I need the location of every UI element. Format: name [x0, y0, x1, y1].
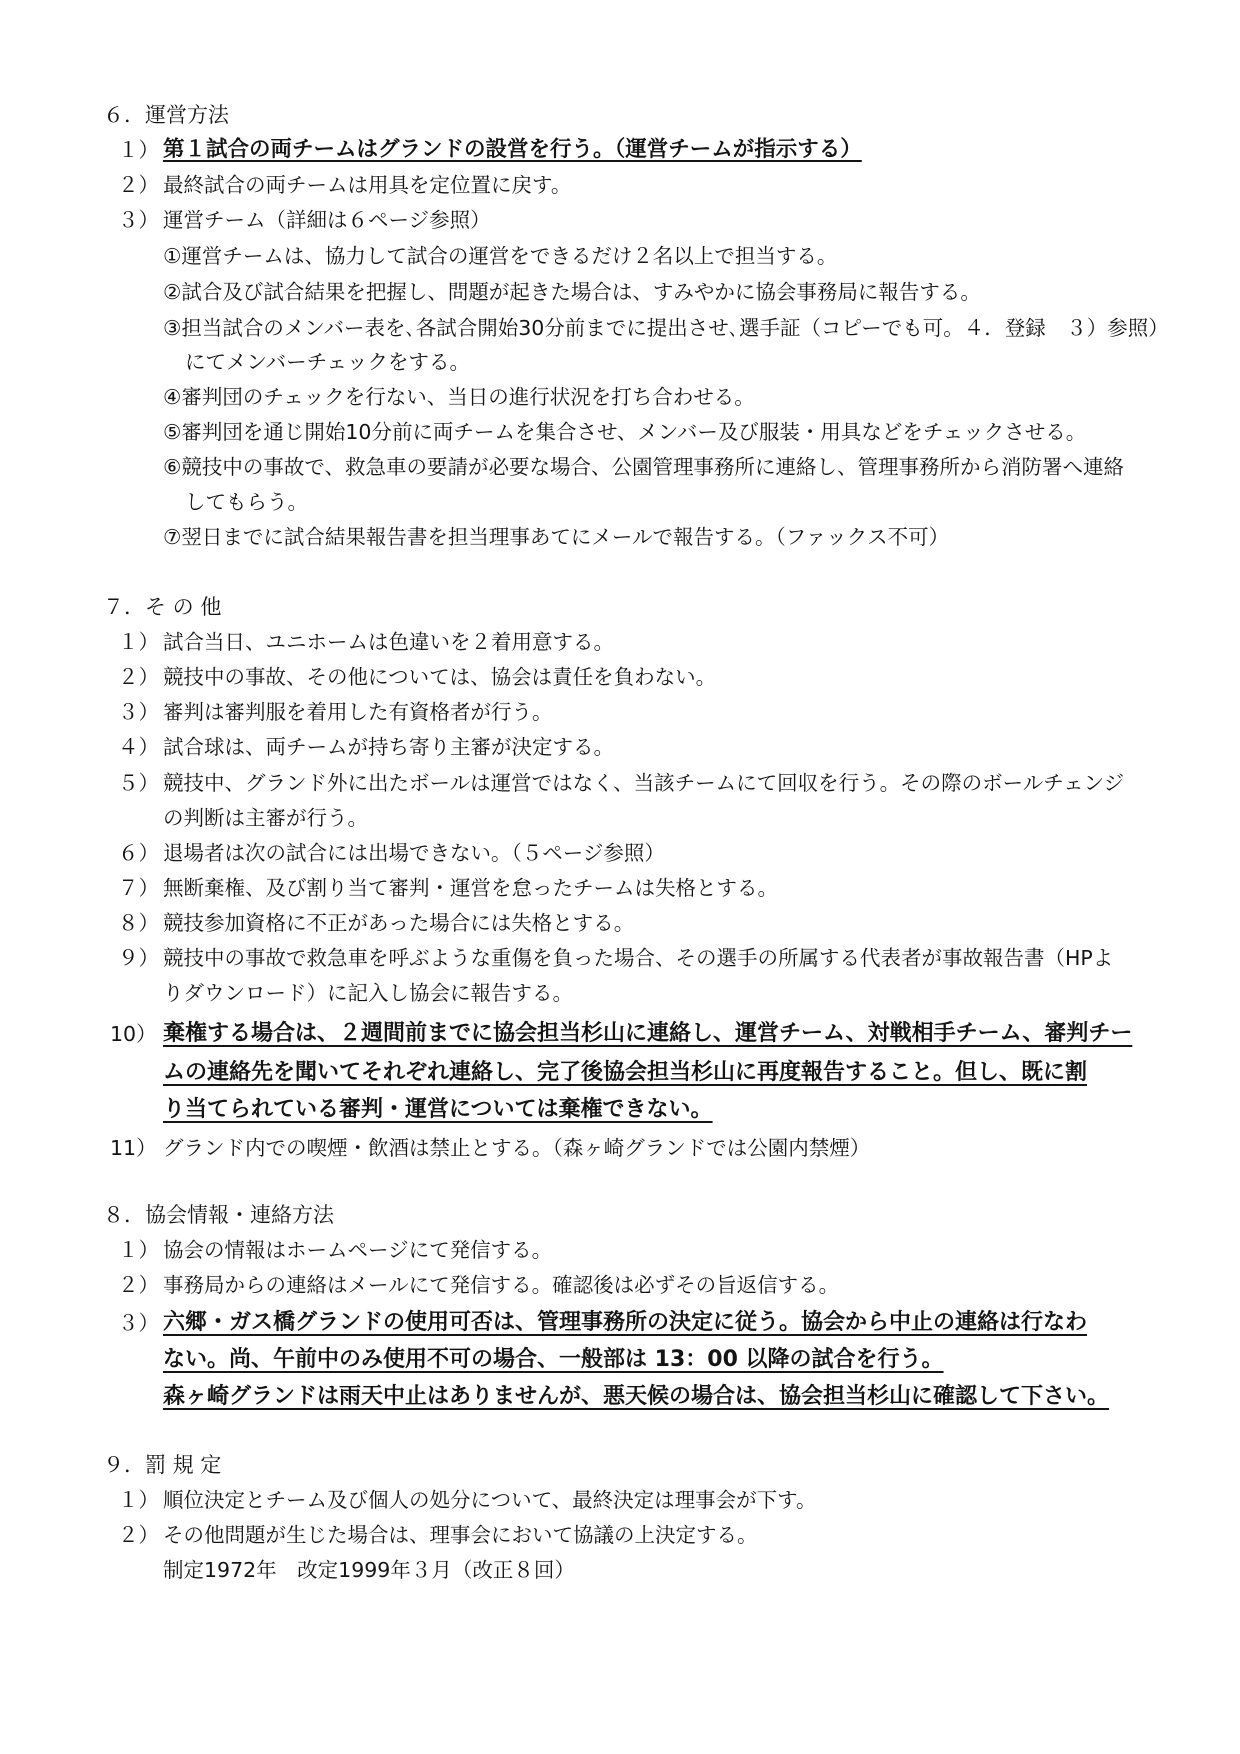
- item-text: 試合球は、両チームが持ち寄り主審が決定する。: [163, 735, 614, 759]
- item-text-continuation: りダウンロード）に記入し協会に報告する。: [163, 981, 573, 1005]
- item-number: １）: [118, 1238, 159, 1262]
- item-number: 10）: [110, 1022, 157, 1046]
- item-number: 11）: [110, 1136, 157, 1160]
- item-text: グランド内での喫煙・飲酒は禁止とする。（森ヶ崎グランドでは公園内禁煙）: [163, 1136, 871, 1160]
- item-text: その他問題が生じた場合は、理事会において協議の上決定する。: [163, 1523, 758, 1547]
- item-number: ６）: [118, 841, 159, 865]
- item-number: ２）: [118, 665, 159, 689]
- item-text: 無断棄権、及び割り当て審判・運営を怠ったチームは失格とする。: [163, 876, 778, 900]
- item-text: 審判は審判服を着用した有資格者が行う。: [163, 700, 553, 724]
- subitem-text-continuation: にてメンバーチェックをする。: [185, 350, 470, 374]
- subitem-text: ③担当試合のメンバー表を､各試合開始30分前までに提出させ､選手証（コピーでも可。４．登録 ３）参照）: [163, 316, 1169, 340]
- item-text-emphasized: ない。尚、午前中のみ使用不可の場合、一般部は 13：00 以降の試合を行う。: [163, 1347, 944, 1372]
- item-text: 競技中の事故、その他については、協会は責任を負わない。: [163, 665, 717, 689]
- item-text: 事務局からの連絡はメールにて発信する。確認後は必ずその旨返信する。: [163, 1273, 840, 1297]
- section-heading: ８．協会情報・連絡方法: [103, 1203, 334, 1227]
- section-heading: ６．運営方法: [103, 103, 229, 127]
- item-text: 競技中、グランド外に出たボールは運営ではなく、当該チームにて回収を行う。その際のボールチェンジ: [163, 771, 1125, 795]
- subitem-text: ⑥競技中の事故で、救急車の要請が必要な場合、公園管理事務所に連絡し、管理事務所から消防署へ連絡: [163, 455, 1124, 479]
- item-number: ３）: [118, 1311, 159, 1335]
- item-number: ５）: [118, 771, 159, 795]
- subitem-text: ⑦翌日までに試合結果報告書を担当理事あてにメールで報告する。（ファックス不可）: [163, 525, 950, 549]
- item-number: ３）: [118, 700, 159, 724]
- item-number: ２）: [118, 173, 159, 197]
- item-text-continuation: の判断は主審が行う。: [163, 806, 368, 830]
- item-number: ９）: [118, 946, 159, 970]
- subitem-text-continuation: してもらう。: [185, 490, 308, 514]
- item-text: 順位決定とチーム及び個人の処分について、最終決定は理事会が下す。: [163, 1488, 817, 1512]
- item-text: 最終試合の両チームは用具を定位置に戻す。: [163, 173, 572, 197]
- item-number: １）: [118, 1488, 159, 1512]
- item-number: １）: [118, 138, 159, 162]
- item-number: １）: [118, 630, 159, 654]
- item-number: ４）: [118, 735, 159, 759]
- item-number: ７）: [118, 876, 159, 900]
- item-text: 競技参加資格に不正があった場合には失格とする。: [163, 911, 635, 935]
- section-heading: ９．罰 規 定: [103, 1453, 222, 1477]
- item-text-emphasized: 第１試合の両チームはグランドの設営を行う。（運営チームが指示する）: [163, 137, 862, 162]
- subitem-text: ①運営チームは、協力して試合の運営をできるだけ２名以上で担当する。: [163, 244, 838, 268]
- item-text-emphasized: ムの連絡先を聞いてそれぞれ連絡し、完了後協会担当杉山に再度報告すること。但し、既に割: [163, 1060, 1088, 1085]
- item-text: 退場者は次の試合には出場できない。（５ページ参照）: [163, 841, 665, 865]
- subitem-text: ⑤審判団を通じ開始10分前に両チームを集合させ、メンバー及び服装・用具などをチェックさせる。: [163, 420, 1087, 444]
- item-number: ３）: [118, 208, 159, 232]
- subitem-text: ④審判団のチェックを行ない、当日の進行状況を打ち合わせる。: [163, 385, 755, 409]
- item-text-emphasized: 森ヶ崎グランドは雨天中止はありませんが、悪天候の場合は、協会担当杉山に確認して下さい。: [163, 1384, 1110, 1409]
- item-number: ２）: [118, 1523, 159, 1547]
- item-number: ８）: [118, 911, 159, 935]
- item-text-emphasized: り当てられている審判・運営については棄権できない。: [163, 1097, 713, 1122]
- item-text: 協会の情報はホームページにて発信する。: [163, 1238, 553, 1262]
- item-text: 競技中の事故で救急車を呼ぶような重傷を負った場合、その選手の所属する代表者が事故報告書（HPよ: [163, 946, 1114, 970]
- section-heading: ７．そ の 他: [103, 595, 222, 619]
- item-number: ２）: [118, 1273, 159, 1297]
- revision-history: 制定1972年 改定1999年３月（改正８回）: [163, 1558, 575, 1582]
- item-text: 運営チーム（詳細は６ページ参照）: [163, 208, 491, 232]
- item-text: 試合当日、ユニホームは色違いを２着用意する。: [163, 630, 614, 654]
- item-text-emphasized: 六郷・ガス橋グランドの使用可否は、管理事務所の決定に従う。協会から中止の連絡は行なわ: [163, 1310, 1088, 1335]
- subitem-text: ②試合及び試合結果を把握し、問題が起きた場合は、すみやかに協会事務局に報告する。: [163, 280, 981, 304]
- item-text-emphasized: 棄権する場合は、２週間前までに協会担当杉山に連絡し、運営チーム、対戦相手チーム、審判チー: [163, 1021, 1133, 1046]
